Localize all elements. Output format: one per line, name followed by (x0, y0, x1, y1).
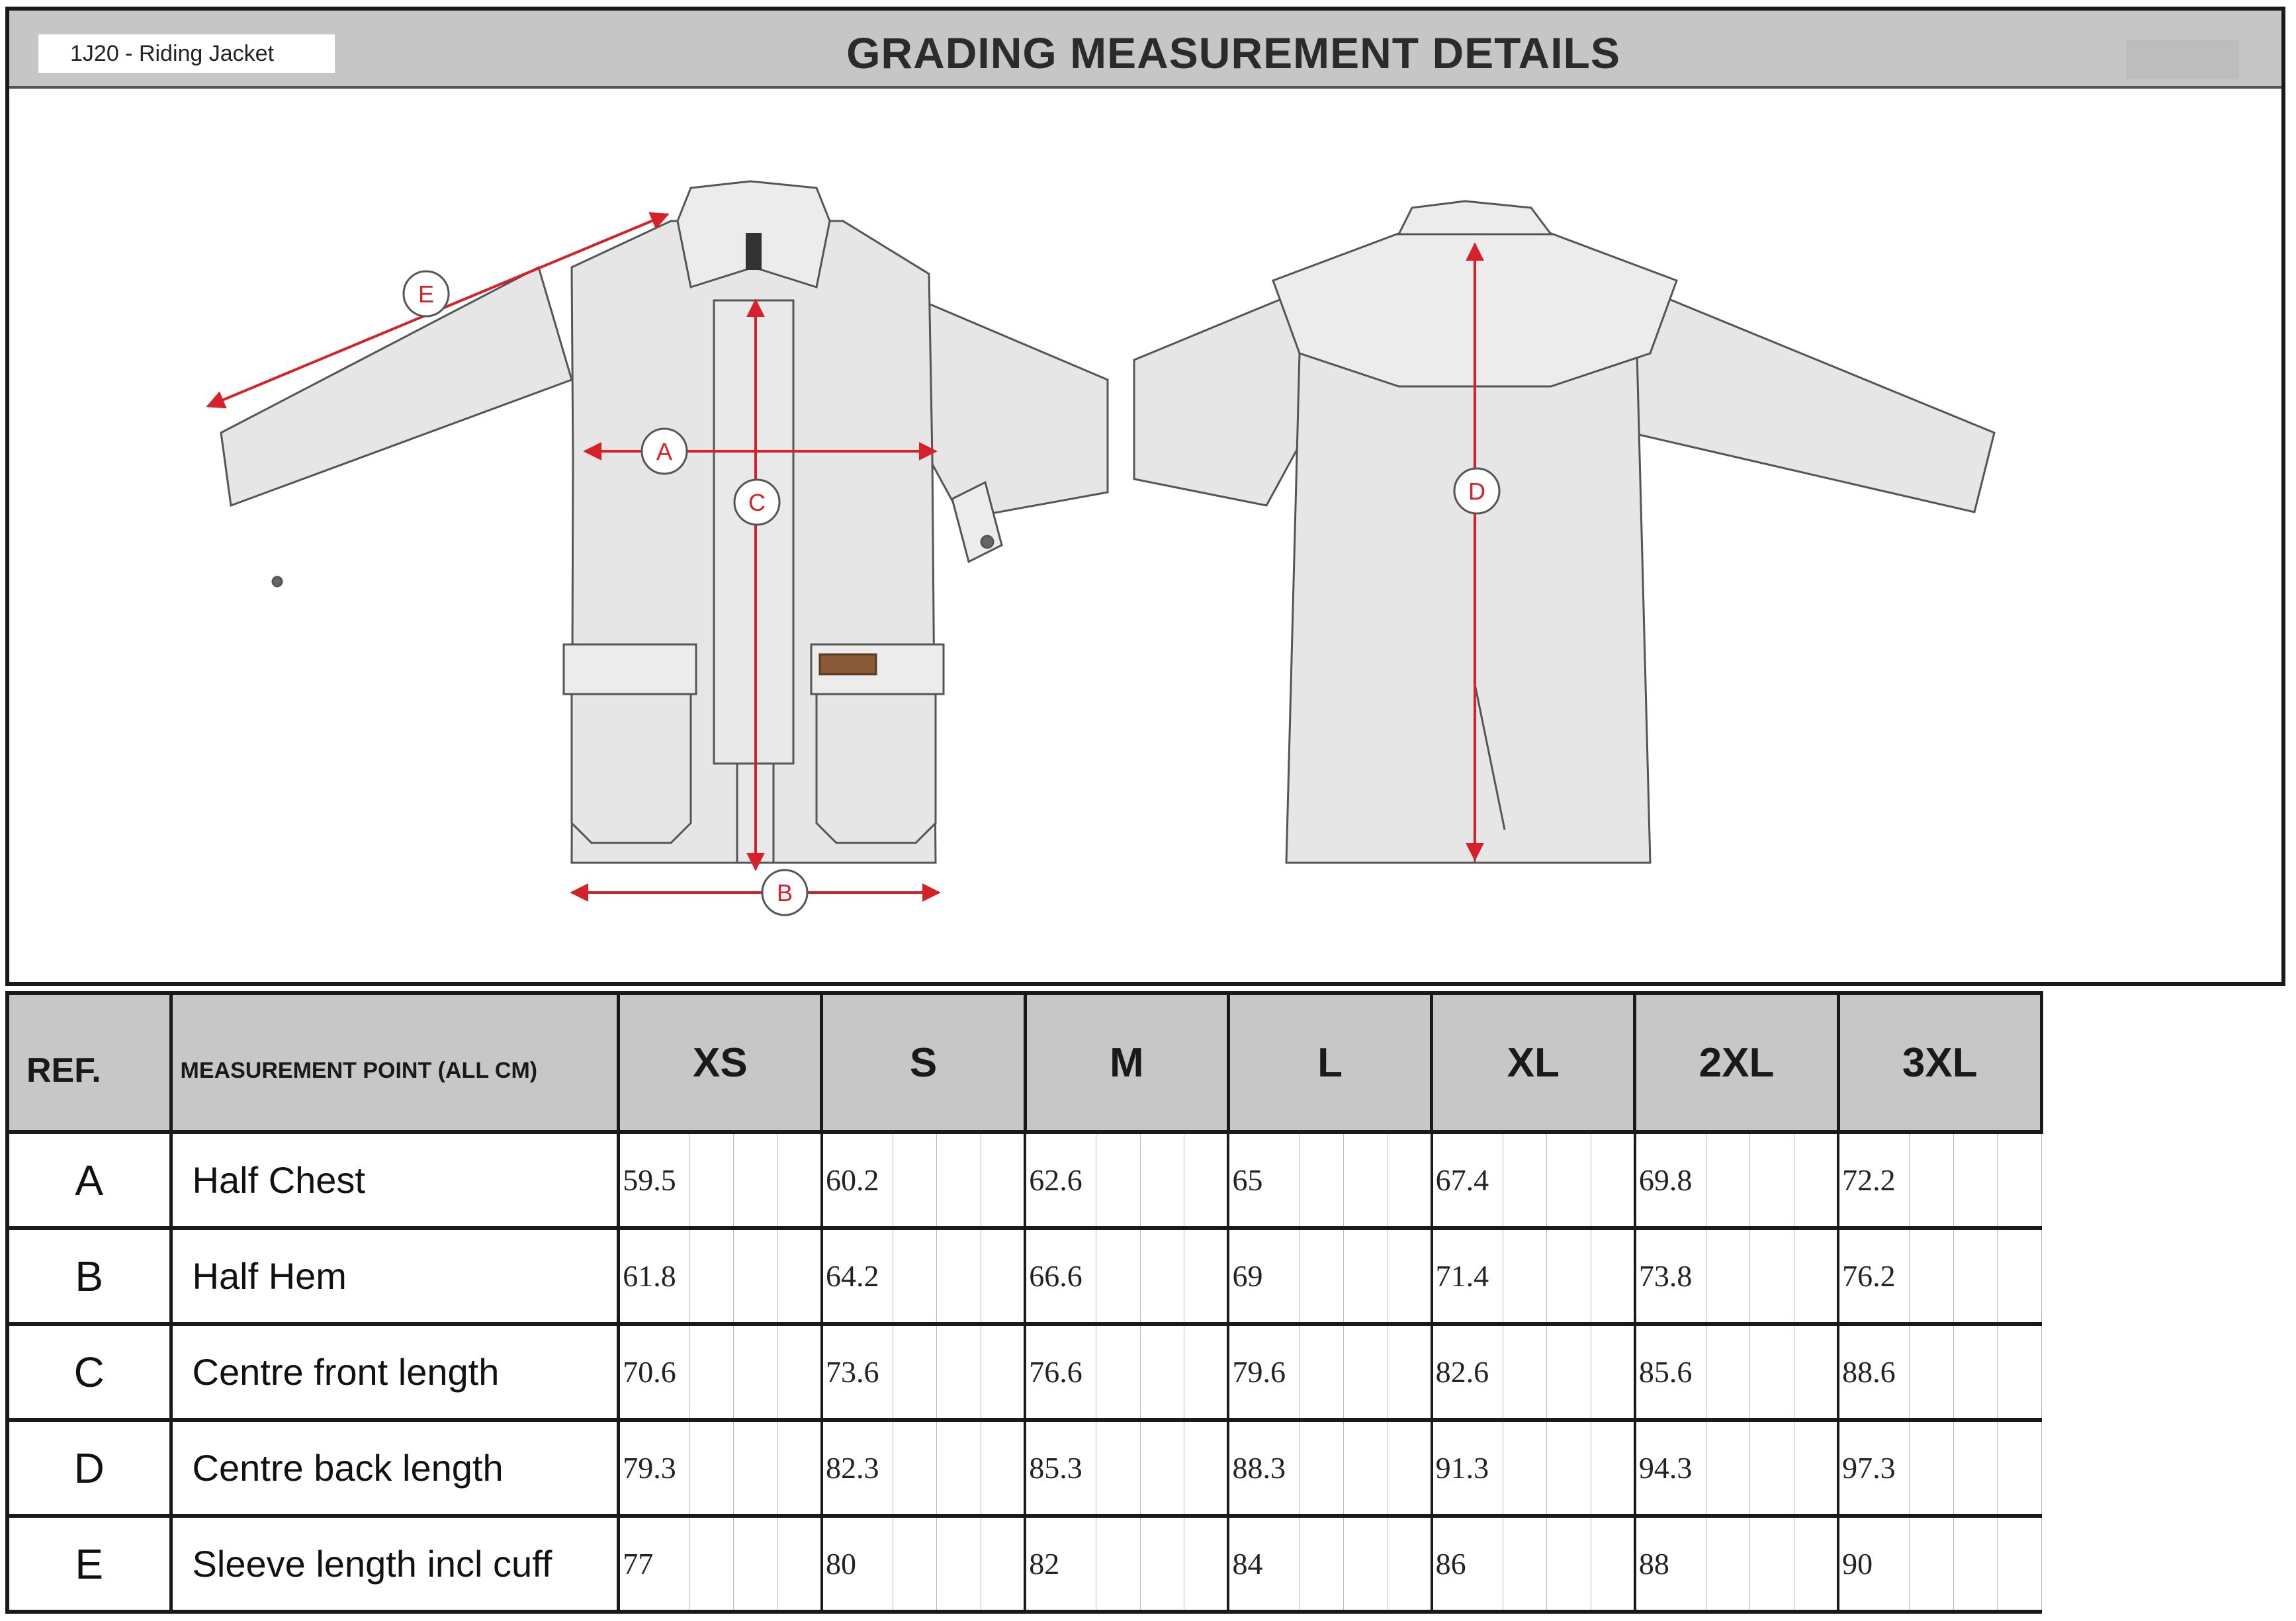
size-value-3xl: 90 (1838, 1516, 1909, 1612)
row-ref: A (7, 1132, 171, 1228)
table-row (7, 1420, 2042, 1516)
grid-cell (893, 1324, 937, 1420)
grid-cell (1706, 1228, 1750, 1324)
grid-cell (1343, 1420, 1388, 1516)
grid-cell (937, 1516, 981, 1612)
size-value-s: 80 (822, 1516, 893, 1612)
sleeve-button (273, 577, 282, 586)
grid-cell (981, 1324, 1026, 1420)
grid-cell (1184, 1516, 1229, 1612)
grid-cell (1184, 1228, 1229, 1324)
grid-cell (1998, 1516, 2042, 1612)
collar-tab (746, 233, 762, 270)
size-header-s: S (822, 993, 1025, 1132)
grid-cell (1909, 1132, 1953, 1228)
row-measurement-point: Centre front length (171, 1324, 619, 1420)
grid-cell (1096, 1420, 1141, 1516)
grid-cell (1547, 1420, 1591, 1516)
grid-cell (734, 1420, 778, 1516)
grid-cell (1547, 1516, 1591, 1612)
table-row (7, 1324, 2042, 1420)
grid-cell (1750, 1420, 1794, 1516)
grid-cell (1909, 1324, 1953, 1420)
grid-cell (1184, 1420, 1229, 1516)
grid-cell (1909, 1420, 1953, 1516)
size-header-m: M (1025, 993, 1228, 1132)
size-value-l: 84 (1228, 1516, 1299, 1612)
row-ref: E (7, 1516, 171, 1612)
size-value-3xl: 97.3 (1838, 1420, 1909, 1516)
grid-cell (1300, 1516, 1344, 1612)
grid-cell (1706, 1420, 1750, 1516)
grid-cell (1547, 1228, 1591, 1324)
size-header-3xl: 3XL (1838, 993, 2041, 1132)
grid-cell (1547, 1324, 1591, 1420)
grid-cell (1140, 1516, 1184, 1612)
jacket-back-view (1134, 201, 1994, 863)
grid-cell (1953, 1228, 1998, 1324)
grid-cell (893, 1132, 937, 1228)
grid-cell (893, 1228, 937, 1324)
grid-cell (1909, 1516, 1953, 1612)
front-placket (714, 300, 793, 764)
grid-cell (1591, 1228, 1635, 1324)
front-left-sleeve (221, 267, 572, 505)
size-value-xl: 67.4 (1432, 1132, 1503, 1228)
grid-cell (1140, 1324, 1184, 1420)
row-measurement-point: Sleeve length incl cuff (171, 1516, 619, 1612)
table-row (7, 1516, 2042, 1612)
grading-table (5, 991, 2043, 1614)
grid-cell (1388, 1132, 1432, 1228)
size-header-xl: XL (1432, 993, 1635, 1132)
size-value-s: 73.6 (822, 1324, 893, 1420)
grid-cell (981, 1420, 1026, 1516)
grid-cell (981, 1132, 1026, 1228)
left-pocket (572, 684, 691, 843)
size-value-2xl: 88 (1635, 1516, 1706, 1612)
size-value-m: 76.6 (1025, 1324, 1096, 1420)
size-value-m: 66.6 (1025, 1228, 1096, 1324)
size-value-s: 82.3 (822, 1420, 893, 1516)
grid-cell (1503, 1228, 1547, 1324)
size-value-xl: 86 (1432, 1516, 1503, 1612)
grid-cell (1794, 1228, 1838, 1324)
size-value-xl: 91.3 (1432, 1420, 1503, 1516)
left-pocket-flap (564, 644, 696, 694)
grid-cell (1998, 1228, 2042, 1324)
size-value-l: 65 (1228, 1132, 1299, 1228)
grid-cell (937, 1228, 981, 1324)
grid-cell (1750, 1516, 1794, 1612)
tech-sheet-frame (5, 7, 2285, 986)
table-header-row (7, 993, 2042, 1132)
grid-cell (777, 1228, 822, 1324)
size-header-xs: XS (619, 993, 822, 1132)
grid-cell (893, 1516, 937, 1612)
grid-cell (1547, 1132, 1591, 1228)
grid-cell (1750, 1132, 1794, 1228)
grid-cell (1706, 1324, 1750, 1420)
grid-cell (1300, 1132, 1344, 1228)
grid-cell (1096, 1324, 1141, 1420)
size-header-l: L (1228, 993, 1431, 1132)
size-header-2xl: 2XL (1635, 993, 1838, 1132)
size-value-xs: 59.5 (619, 1132, 689, 1228)
grid-cell (777, 1132, 822, 1228)
leather-tab (820, 654, 876, 674)
grid-cell (1794, 1516, 1838, 1612)
back-body (1286, 353, 1650, 863)
size-value-l: 79.6 (1228, 1324, 1299, 1420)
grid-cell (1953, 1324, 1998, 1420)
cuff-button (981, 536, 993, 548)
marker-b: B (776, 879, 793, 906)
sheet-title: GRADING MEASUREMENT DETAILS (846, 28, 1620, 77)
size-value-xs: 61.8 (619, 1228, 689, 1324)
size-value-s: 64.2 (822, 1228, 893, 1324)
grid-cell (1750, 1228, 1794, 1324)
grid-cell (893, 1420, 937, 1516)
grid-cell (1591, 1132, 1635, 1228)
grid-cell (689, 1516, 734, 1612)
grid-cell (1300, 1420, 1344, 1516)
size-value-s: 60.2 (822, 1132, 893, 1228)
back-right-sleeve (1624, 281, 1994, 512)
back-collar (1399, 201, 1551, 234)
grid-cell (1184, 1132, 1229, 1228)
size-value-3xl: 76.2 (1838, 1228, 1909, 1324)
grid-cell (1503, 1132, 1547, 1228)
grid-cell (1591, 1324, 1635, 1420)
grid-cell (937, 1324, 981, 1420)
grid-cell (1140, 1420, 1184, 1516)
grid-cell (981, 1228, 1026, 1324)
grid-cell (1503, 1324, 1547, 1420)
size-value-l: 69 (1228, 1228, 1299, 1324)
grid-cell (1140, 1228, 1184, 1324)
size-value-m: 85.3 (1025, 1420, 1096, 1516)
grid-cell (1503, 1516, 1547, 1612)
grid-cell (1096, 1516, 1141, 1612)
size-value-l: 88.3 (1228, 1420, 1299, 1516)
grid-cell (1953, 1516, 1998, 1612)
grid-cell (1794, 1132, 1838, 1228)
size-value-m: 82 (1025, 1516, 1096, 1612)
title-bar-decoration (2127, 40, 2239, 79)
grid-cell (1140, 1132, 1184, 1228)
grid-cell (937, 1420, 981, 1516)
grid-cell (1343, 1132, 1388, 1228)
grid-cell (1998, 1324, 2042, 1420)
grid-cell (1388, 1228, 1432, 1324)
size-value-xs: 77 (619, 1516, 689, 1612)
grid-cell (1343, 1324, 1388, 1420)
grid-cell (1591, 1420, 1635, 1516)
marker-a: A (656, 438, 673, 465)
grid-cell (777, 1324, 822, 1420)
row-ref: B (7, 1228, 171, 1324)
grid-cell (1953, 1132, 1998, 1228)
grid-cell (1096, 1132, 1141, 1228)
grid-cell (777, 1516, 822, 1612)
size-value-2xl: 94.3 (1635, 1420, 1706, 1516)
size-value-3xl: 88.6 (1838, 1324, 1909, 1420)
title-bar (9, 11, 2281, 89)
grid-cell (1794, 1324, 1838, 1420)
table-row (7, 1132, 2042, 1228)
size-value-xs: 79.3 (619, 1420, 689, 1516)
size-value-xl: 71.4 (1432, 1228, 1503, 1324)
row-measurement-point: Centre back length (171, 1420, 619, 1516)
row-measurement-point: Half Chest (171, 1132, 619, 1228)
size-value-3xl: 72.2 (1838, 1132, 1909, 1228)
grid-cell (1706, 1132, 1750, 1228)
grid-cell (689, 1228, 734, 1324)
size-value-xs: 70.6 (619, 1324, 689, 1420)
grid-cell (777, 1420, 822, 1516)
style-code-label: 1J20 - Riding Jacket (38, 34, 335, 73)
table-row (7, 1228, 2042, 1324)
row-measurement-point: Half Hem (171, 1228, 619, 1324)
grid-cell (1184, 1324, 1229, 1420)
row-ref: D (7, 1420, 171, 1516)
grid-cell (1591, 1516, 1635, 1612)
grid-cell (1388, 1420, 1432, 1516)
size-value-xl: 82.6 (1432, 1324, 1503, 1420)
grid-cell (1998, 1420, 2042, 1516)
grid-cell (1706, 1516, 1750, 1612)
grid-cell (734, 1228, 778, 1324)
jacket-front-view (221, 181, 1108, 863)
grid-cell (1096, 1228, 1141, 1324)
grid-cell (1953, 1420, 1998, 1516)
grid-cell (1794, 1420, 1838, 1516)
grid-cell (689, 1324, 734, 1420)
size-value-2xl: 73.8 (1635, 1228, 1706, 1324)
grid-cell (1909, 1228, 1953, 1324)
grid-cell (1300, 1324, 1344, 1420)
grid-cell (734, 1516, 778, 1612)
grid-cell (1388, 1324, 1432, 1420)
grid-cell (981, 1516, 1026, 1612)
grid-cell (1388, 1516, 1432, 1612)
garment-drawing (9, 89, 2281, 983)
grid-cell (1503, 1420, 1547, 1516)
jacket-illustration (9, 89, 2281, 983)
size-value-m: 62.6 (1025, 1132, 1096, 1228)
marker-c: C (748, 489, 766, 516)
grid-cell (689, 1132, 734, 1228)
grid-cell (734, 1324, 778, 1420)
size-value-2xl: 85.6 (1635, 1324, 1706, 1420)
measurement-point-header: MEASUREMENT POINT (ALL CM) (171, 993, 619, 1132)
right-pocket (817, 684, 936, 843)
row-ref: C (7, 1324, 171, 1420)
grid-cell (1300, 1228, 1344, 1324)
marker-d: D (1468, 478, 1485, 505)
ref-header: REF. (7, 993, 171, 1132)
grid-cell (689, 1420, 734, 1516)
grid-cell (937, 1132, 981, 1228)
grid-cell (1343, 1516, 1388, 1612)
marker-e: E (418, 281, 435, 308)
grading-table-body (7, 1132, 2042, 1612)
grid-cell (1343, 1228, 1388, 1324)
grid-cell (734, 1132, 778, 1228)
size-value-2xl: 69.8 (1635, 1132, 1706, 1228)
grid-cell (1998, 1132, 2042, 1228)
grid-cell (1750, 1324, 1794, 1420)
